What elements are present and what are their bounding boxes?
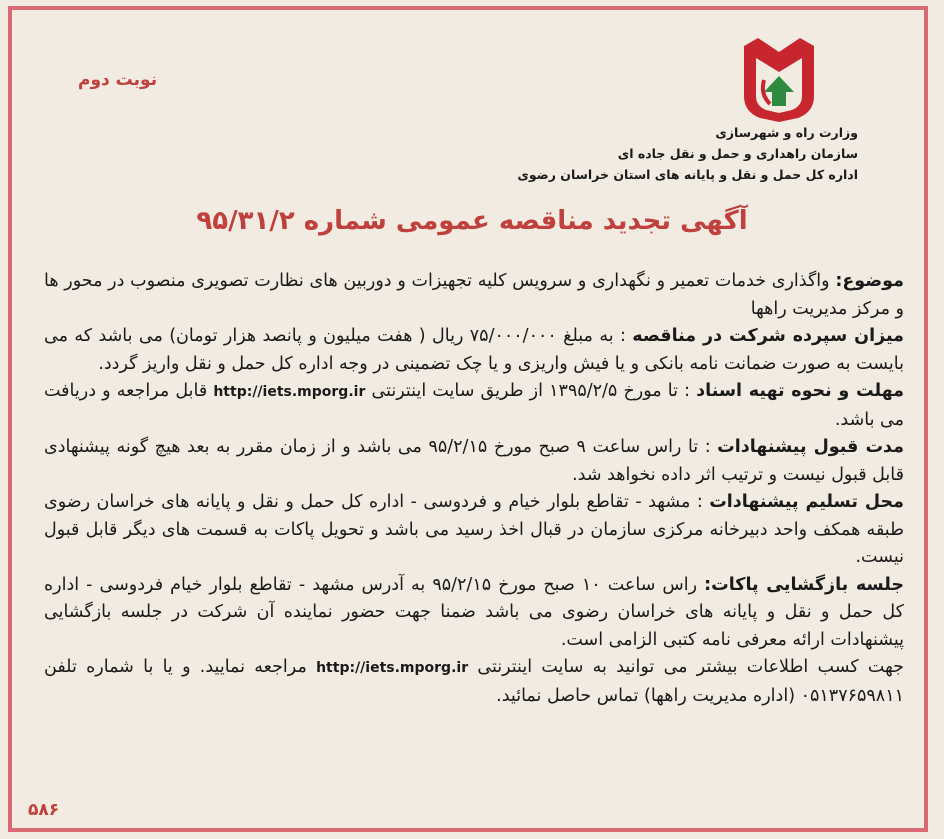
info-url-link[interactable]: http://iets.mporg.ir — [316, 660, 469, 676]
organization-line: سازمان راهداری و حمل و نقل جاده ای — [617, 146, 858, 161]
info-text-before: جهت کسب اطلاعات بیشتر می توانید به سایت اینترنتی — [468, 657, 904, 677]
opening-label: جلسه بازگشایی پاکات: — [704, 574, 904, 595]
subject-paragraph — [44, 268, 904, 323]
delivery-text: : مشهد - تقاطع بلوار خیام و فردوسی - اداره کل حمل و نقل و پایانه های خراسان رضوی طبقه همکف واحد دبیرخانه مرکزی سازمان در قبال اخذ رسید می باشد و تحویل پاکات به قسمت های دیگر قابل قبول نیست. — [44, 492, 904, 567]
deposit-text: : به مبلغ ۷۵/۰۰۰/۰۰۰ ریال ( هفت میلیون و پانصد هزار تومان) می باشد که می بایست به صورت ضمانت نامه بانکی و یا فیش واریزی و یا چک تضمینی در وجه اداره کل حمل و نقل واریز گردد. — [44, 326, 904, 374]
documents-url-link[interactable]: http://iets.mporg.ir — [213, 384, 366, 400]
ad-title: آگهی تجدید مناقصه عمومی شماره ۹۵/۳۱/۲ — [196, 206, 748, 236]
ad-body — [44, 268, 904, 710]
acceptance-paragraph — [44, 434, 904, 489]
department-line: اداره کل حمل و نقل و پایانه های استان خراسان رضوی — [517, 167, 858, 182]
deposit-paragraph — [44, 323, 904, 378]
ministry-line: وزارت راه و شهرسازی — [715, 125, 858, 140]
documents-paragraph — [44, 378, 904, 434]
delivery-paragraph — [44, 489, 904, 572]
opening-text: راس ساعت ۱۰ صبح مورخ ۹۵/۲/۱۵ به آدرس مشهد - تقاطع بلوار خیام فردوسی - اداره کل حمل و نقل و پایانه های خراسان رضوی می باشد ضمنا جهت حضور نماینده آن شرکت در جلسه بازگشایی پیشنهادات ارائه معرفی نامه کتبی الزامی است. — [44, 574, 904, 650]
info-text-after: مراجعه نمایید. و یا با شماره تلفن ۰۵۱۳۷۶۵۹۸۱۱ (اداره مدیریت راهها) تماس حاصل نمائید. — [44, 657, 904, 706]
subject-text: واگذاری خدمات تعمیر و نگهداری و سرویس کلیه تجهیزات و دوربین های نظارت تصویری منصوب در محور ها و مرکز مدیریت راهها — [44, 271, 904, 319]
info-paragraph — [44, 654, 904, 710]
deposit-label: میزان سپرده شرکت در مناقصه — [632, 326, 904, 346]
round-label: نوبت دوم — [78, 70, 158, 90]
documents-text-after: قابل مراجعه و دریافت می باشد. — [44, 381, 904, 430]
acceptance-text: : تا راس ساعت ۹ صبح مورخ ۹۵/۲/۱۵ می باشد و از زمان مقرر به بعد هیچ گونه پیشنهادی قابل قبول نیست و ترتیب اثر داده نخواهد شد. — [44, 437, 904, 485]
organization-block — [517, 122, 858, 185]
acceptance-label: مدت قبول پیشنهادات — [717, 437, 905, 457]
opening-paragraph — [44, 572, 904, 655]
documents-text-before: : تا مورخ ۱۳۹۵/۲/۵ از طریق سایت اینترنتی — [365, 381, 697, 401]
subject-label: موضوع: — [835, 271, 904, 291]
road-maintenance-logo-icon — [740, 36, 818, 122]
documents-label: مهلت و نحوه تهیه اسناد — [696, 381, 904, 401]
delivery-label: محل تسلیم پیشنهادات — [709, 492, 904, 512]
page-number: ۵۸۶ — [28, 800, 60, 820]
